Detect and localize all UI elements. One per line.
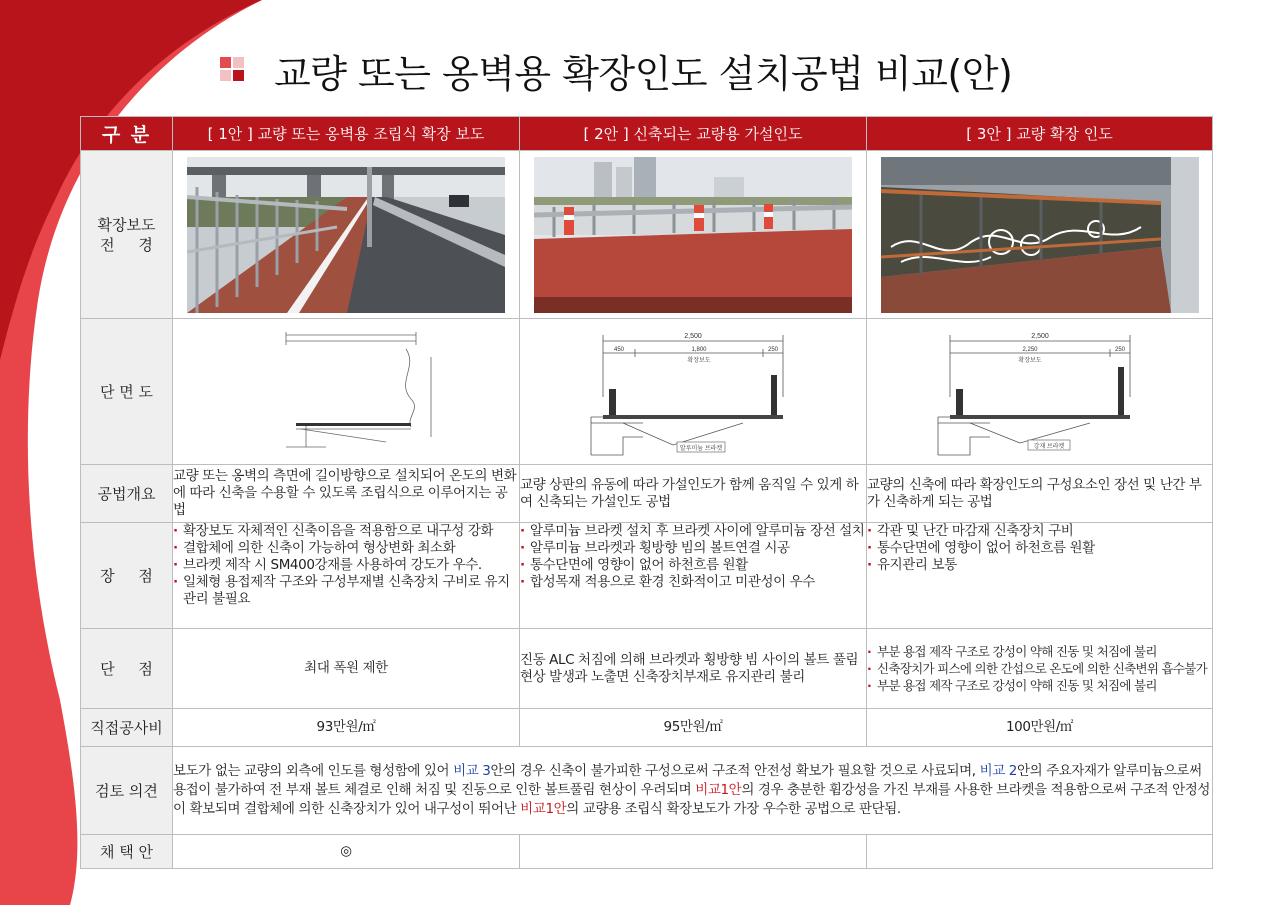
photo-cell-2 [520, 151, 867, 319]
row-label-adopt: 채 택 안 [81, 835, 173, 869]
table-row-adopt [81, 835, 1213, 869]
walkway-photo-2 [534, 157, 852, 313]
header-category: 구 분 [81, 117, 173, 151]
table-row-cost [81, 709, 1213, 747]
row-label-pros: 장 점 [81, 523, 173, 629]
cost-option-3: 100만원/㎡ [867, 709, 1213, 747]
row-label-view-line1: 확장보도 [97, 215, 156, 234]
row-label-view-line2: 전 경 [100, 235, 153, 254]
title-bar [220, 40, 1012, 100]
section3-dim-b: 2,250 [1021, 346, 1038, 353]
review-opinion-text [173, 747, 1213, 835]
table-row-section [81, 319, 1213, 465]
cons-option-3 [867, 629, 1213, 709]
list-item: · 통수단면에 영향이 없어 하천흐름 원활 [867, 540, 1212, 557]
page-title: 교량 또는 옹벽용 확장인도 설치공법 비교(안) [274, 51, 1013, 96]
section-cell-3 [867, 319, 1213, 465]
opinion-text-segment: 의 교량용 조립식 확장보도가 가장 우수한 공법으로 판단됨. [566, 801, 901, 817]
list-item: · 일체형 용접제작 구조와 구성부재별 신축장치 구비로 유지관리 불필요 [173, 574, 519, 608]
pros-option-3 [867, 523, 1213, 629]
adopt-option-1: ◎ [173, 835, 520, 869]
walkway-photo-3 [881, 157, 1199, 313]
table-row-opinion [81, 747, 1213, 835]
overview-option-3: 교량의 신축에 따라 확장인도의 구성요소인 장선 및 난간 부가 신축하게 되는 공법 [867, 465, 1213, 523]
row-label-cons: 단 점 [81, 629, 173, 709]
cost-option-2: 95만원/㎡ [520, 709, 867, 747]
opinion-text-segment: 의 경우 충분한 휨강성을 가진 부재를 사용한 브라켓을 적용함으로써 구조적 안정성이 확보되며 결합체에 의한 신축장치가 있어 내구성이 뛰어난 [173, 782, 1211, 817]
header-option-1: [ 1안 ] 교량 또는 옹벽용 조립식 확장 보도 [173, 117, 520, 151]
section-cell-2 [520, 319, 867, 465]
section3-bracket-label: 강재 브라켓 [1033, 443, 1064, 450]
section2-dim-total: 2,500 [684, 332, 702, 340]
section3-dim-c: 250 [1114, 346, 1125, 353]
opinion-highlight: 비교 3 [453, 763, 491, 779]
table-row-overview [81, 465, 1213, 523]
section-drawing-3 [930, 327, 1150, 457]
table-row-view [81, 151, 1213, 319]
section2-deck-label: 확장보도 [687, 357, 711, 364]
list-item: · 알루미늄 브라켓 설치 후 브라켓 사이에 알루미늄 장선 설치 [520, 523, 866, 540]
opinion-highlight: 비교1안 [695, 782, 742, 798]
table-row-cons [81, 629, 1213, 709]
opinion-highlight: 비교 2 [979, 763, 1017, 779]
section3-dim-total: 2,500 [1030, 332, 1049, 340]
list-item: · 부분 용접 제작 구조로 강성이 약해 진동 및 처짐에 불리 [867, 643, 1212, 660]
row-label-opinion: 검토 의견 [81, 747, 173, 835]
section2-dim-c: 250 [767, 346, 779, 353]
table-row-pros [81, 523, 1213, 629]
list-item: · 확장보도 자체적인 신축이음을 적용함으로 내구성 강화 [173, 523, 519, 540]
opinion-highlight: 비교1안 [520, 801, 567, 817]
opinion-text-segment: 안의 경우 신축이 불가피한 구성으로써 구조적 안전성 확보가 필요할 것으로 사료되며, [490, 763, 980, 779]
list-item: · 알루미늄 브라켓과 횡방향 빔의 볼트연결 시공 [520, 540, 866, 557]
photo-cell-3 [867, 151, 1213, 319]
section2-dim-a: 450 [613, 346, 625, 353]
title-bullet-icon [220, 57, 246, 83]
opinion-text-segment: 안의 주요자재가 알루미늄으로써 용접이 불가하여 전 부재 볼트 체결로 인해 처짐 및 진동으로 인한 볼트풀림 현상이 우려되며 [173, 763, 1202, 798]
cost-option-1: 93만원/㎡ [173, 709, 520, 747]
overview-option-1: 교량 또는 옹벽의 측면에 길이방향으로 설치되어 온도의 변화에 따라 신축을 수용할 수 있도록 조립식으로 이루어지는 공법 [173, 465, 520, 523]
walkway-photo-1 [187, 157, 505, 313]
comparison-table [80, 116, 1213, 869]
row-label-section: 단 면 도 [81, 319, 173, 465]
adopt-option-3 [867, 835, 1213, 869]
cons-option-1: 최대 폭원 제한 [173, 629, 520, 709]
list-item: · 합성목재 적용으로 환경 친화적이고 미관성이 우수 [520, 574, 866, 591]
pros-option-2 [520, 523, 867, 629]
section-cell-1 [173, 319, 520, 465]
list-item: · 브라켓 제작 시 SM400강재를 사용하여 강도가 우수. [173, 557, 519, 574]
pros-option-1 [173, 523, 520, 629]
list-item: · 각관 및 난간 마감재 신축장치 구비 [867, 523, 1212, 540]
row-label-view [81, 151, 173, 319]
list-item: · 신축장치가 피스에 의한 간섭으로 온도에 의한 신축변위 흡수불가 [867, 660, 1212, 677]
section2-bracket-label: 알루미늄 브라켓 [679, 445, 723, 452]
adopt-option-2 [520, 835, 867, 869]
opinion-text-segment: 보도가 없는 교량의 외측에 인도를 형성함에 있어 [173, 763, 454, 779]
header-option-3: [ 3안 ] 교량 확장 인도 [867, 117, 1213, 151]
list-item: · 결합체에 의한 신축이 가능하여 형상변화 최소화 [173, 540, 519, 557]
list-item: · 통수단면에 영향이 없어 하천흐름 원활 [520, 557, 866, 574]
cons-option-2: 진동 ALC 처짐에 의해 브라켓과 횡방향 빔 사이의 볼트 풀림현상 발생과 노출면 신축장치부재로 유지관리 불리 [520, 629, 867, 709]
section2-dim-b: 1,800 [691, 346, 707, 353]
section3-deck-label: 확장보도 [1017, 357, 1042, 364]
overview-option-2: 교량 상판의 유동에 따라 가설인도가 함께 움직일 수 있게 하여 신축되는 가설인도 공법 [520, 465, 867, 523]
row-label-overview: 공법개요 [81, 465, 173, 523]
section-drawing-2 [583, 327, 803, 457]
list-item: · 부분 용접 제작 구조로 강성이 약해 진동 및 처짐에 불리 [867, 677, 1212, 694]
row-label-cost: 직접공사비 [81, 709, 173, 747]
section-drawing-1 [246, 327, 446, 457]
header-option-2: [ 2안 ] 신축되는 교량용 가설인도 [520, 117, 867, 151]
photo-cell-1 [173, 151, 520, 319]
list-item: · 유지관리 보통 [867, 557, 1212, 574]
table-header-row [81, 117, 1213, 151]
